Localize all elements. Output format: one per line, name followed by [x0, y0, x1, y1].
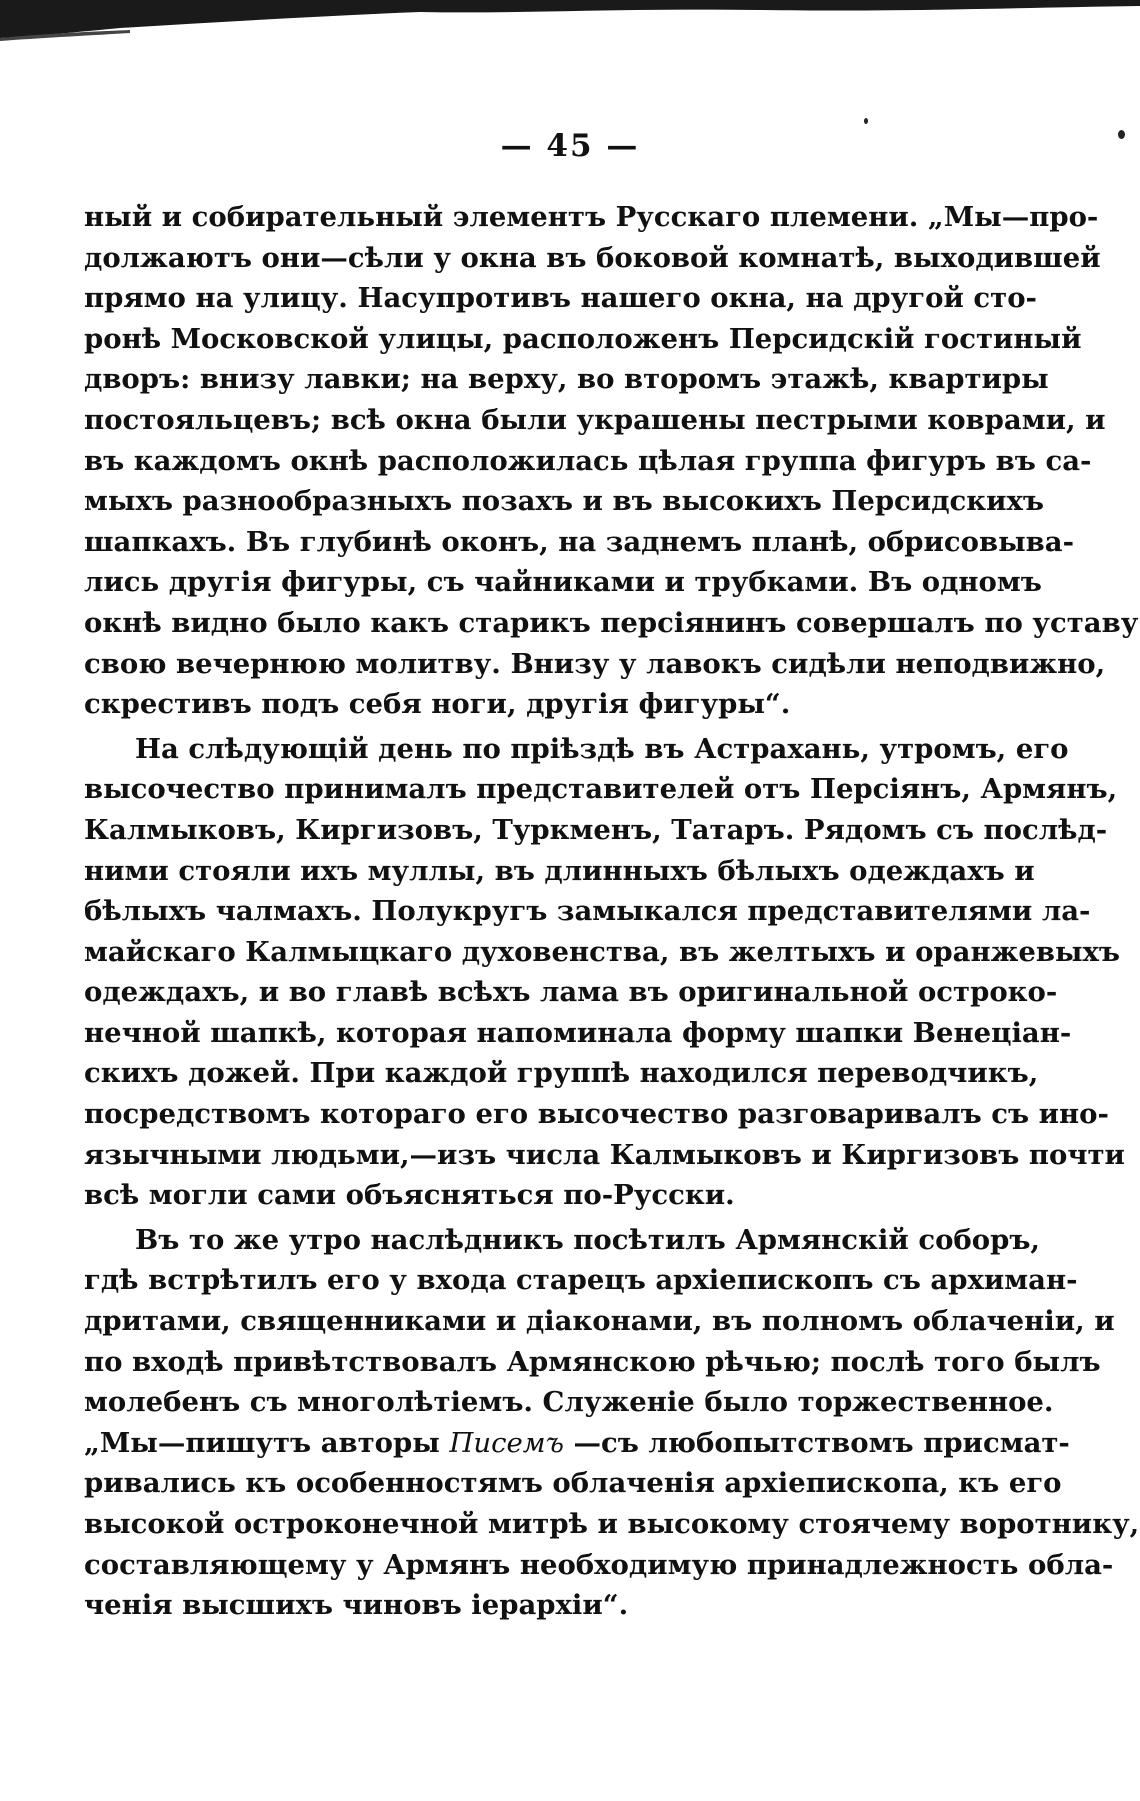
text-line: постояльцевъ; всѣ окна были украшены пестрыми коврами, и: [84, 403, 1106, 436]
text-line: дворъ: внизу лавки; на верху, во второмъ этажѣ, квартиры: [84, 363, 1049, 396]
text-line: дритами, священниками и діаконами, въ полномъ облаченіи, и: [84, 1305, 1115, 1338]
text-line: высочество принималъ представителей отъ Персіянъ, Армянъ,: [84, 773, 1118, 806]
text-line: должаютъ они—сѣли у окна въ боковой комнатѣ, выходившей: [84, 241, 1101, 274]
text-line: шапкахъ. Въ глубинѣ оконъ, на заднемъ планѣ, обрисовыва-: [84, 525, 1075, 558]
text-line: по входѣ привѣтствовалъ Армянскою рѣчью; послѣ того былъ: [84, 1345, 1101, 1378]
text-line: ченія высшихъ чиновъ іерархіи“.: [84, 1589, 629, 1622]
body-text: [84, 197, 1140, 1626]
text-line: всѣ могли сами объясняться по-Русски.: [84, 1179, 735, 1212]
text-line: высокой остроконечной митрѣ и высокому стоячему воротнику,: [84, 1508, 1140, 1540]
paragraph-2: [84, 729, 1125, 1216]
text-line: скрестивъ подъ себя ноги, другія фигуры“.: [84, 688, 791, 721]
text-line-with-italic: „Мы—пишутъ авторы Писемъ —съ любопытствомъ присмат-: [84, 1426, 1070, 1459]
text-line: составляющему у Армянъ необходимую принадлежность обла-: [84, 1548, 1114, 1581]
paragraph-1: [84, 197, 1139, 725]
text-line: На слѣдующій день по пріѣздѣ въ Астрахань, утромъ, его: [135, 732, 1069, 765]
text-line: ный и собирательный элементъ Русскаго племени. „Мы—про-: [84, 201, 1099, 233]
italic-title: Писемъ: [449, 1426, 564, 1459]
text-line: нечной шапкѣ, которая напоминала форму шапки Венеціан-: [84, 1016, 1072, 1049]
text-line: окнѣ видно было какъ старикъ персіянинъ совершалъ по уставу: [84, 606, 1139, 639]
text-line: лись другія фигуры, съ чайниками и трубками. Въ одномъ: [84, 566, 1042, 599]
text-line: свою вечернюю молитву. Внизу у лавокъ сидѣли неподвижно,: [84, 647, 1106, 680]
text-line: ронѣ Московской улицы, расположенъ Персидскій гостиный: [84, 322, 1082, 355]
text-line: майскаго Калмыцкаго духовенства, въ желтыхъ и оранжевыхъ: [84, 935, 1121, 968]
text-line: посредствомъ котораго его высочество разговаривалъ съ ино-: [84, 1098, 1109, 1131]
text-line: скихъ дожей. При каждой группѣ находился переводчикъ,: [84, 1057, 1039, 1090]
text-line: ривались къ особенностямъ облаченія архіепископа, къ его: [84, 1467, 1062, 1500]
text-line: въ каждомъ окнѣ расположилась цѣлая группа фигуръ въ са-: [84, 444, 1092, 477]
text-line: ними стояли ихъ муллы, въ длинныхъ бѣлыхъ одеждахъ и: [84, 854, 1035, 887]
scan-top-edge: [0, 0, 1140, 45]
text-line: молебенъ съ многолѣтіемъ. Служеніе было торжественное.: [84, 1386, 1054, 1419]
text-line: гдѣ встрѣтилъ его у входа старецъ архіепископъ съ архиман-: [84, 1264, 1078, 1297]
text-line: мыхъ разнообразныхъ позахъ и въ высокихъ Персидскихъ: [84, 485, 1045, 518]
page-number: — 45 —: [500, 128, 640, 164]
text-line: прямо на улицу. Насупротивъ нашего окна, на другой сто-: [84, 282, 1037, 315]
text-line: Въ то же утро наслѣдникъ посѣтилъ Армянскій соборъ,: [135, 1223, 1040, 1256]
text-line: Калмыковъ, Киргизовъ, Туркменъ, Татаръ. Рядомъ съ послѣд-: [84, 813, 1108, 846]
text-line: бѣлыхъ чалмахъ. Полукругъ замыкался представителями ла-: [84, 895, 1091, 928]
ink-speck: [864, 118, 868, 124]
text-line: язычными людьми,—изъ числа Калмыковъ и Киргизовъ почти: [84, 1138, 1125, 1171]
text-line: одеждахъ, и во главѣ всѣхъ лама въ оригинальной остроко-: [84, 976, 1058, 1009]
paragraph-3: [84, 1220, 1140, 1626]
